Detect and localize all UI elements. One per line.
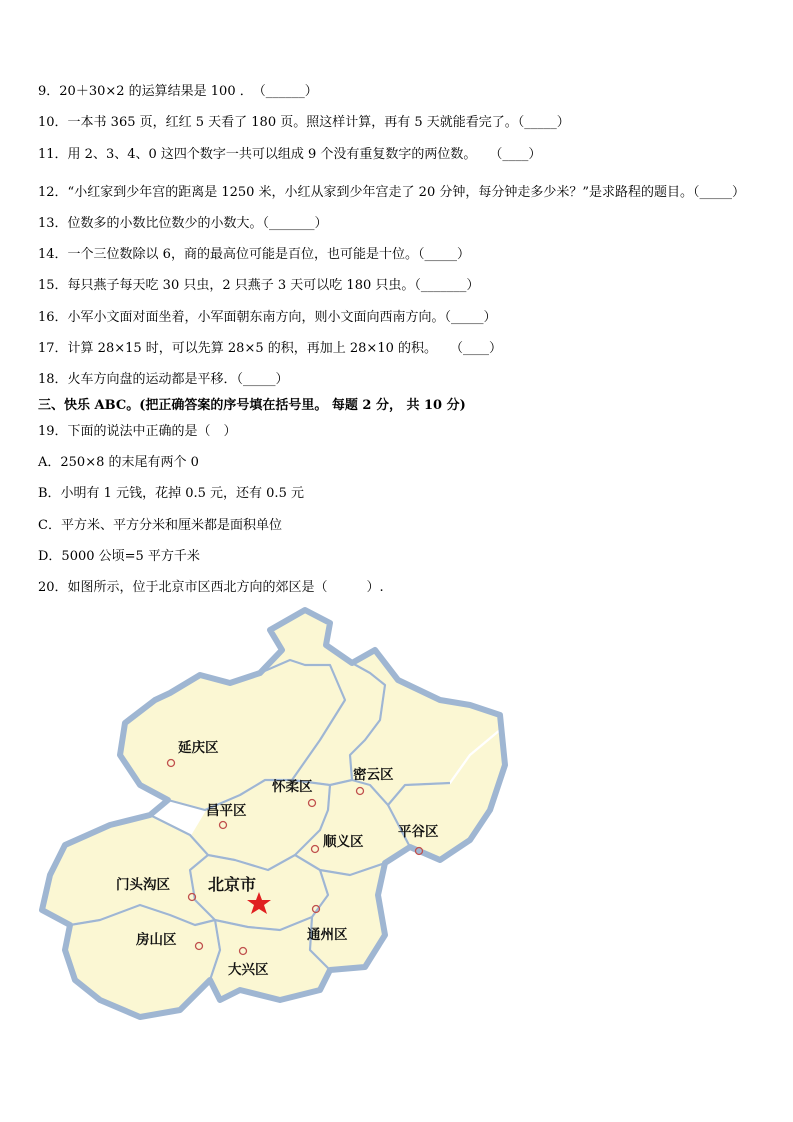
question-11: 11．用 2、3、4、0 这四个数字一共可以组成 9 个没有重复数字的两位数。 （____） [38, 147, 542, 162]
option-c: C．平方米、平方分米和厘米都是面积单位 [38, 518, 282, 533]
label-miyun: 密云区 [353, 767, 394, 783]
section-3-heading: 三、快乐 ABC。(把正确答案的序号填在括号里。 每题 2 分， 共 10 分) [38, 398, 466, 413]
question-17: 17．计算 28×15 时，可以先算 28×5 的积，再加上 28×10 的积。 （____） [38, 341, 502, 356]
question-16: 16．小军小文面对面坐着，小军面朝东南方向，则小文面向西南方向。（_____） [38, 310, 497, 325]
question-15: 15．每只燕子每天吃 30 只虫，2 只燕子 3 天可以吃 180 只虫。（_______） [38, 278, 480, 293]
label-daxing: 大兴区 [228, 962, 269, 978]
question-9: 9．20＋30×2 的运算结果是 100 ． （______） [38, 84, 318, 99]
option-a: A．250×8 的末尾有两个 0 [38, 455, 199, 470]
label-beijing: 北京市 [208, 875, 257, 894]
label-pinggu: 平谷区 [398, 824, 439, 840]
label-huairou: 怀柔区 [272, 779, 313, 795]
question-20-stem: 20．如图所示，位于北京市区西北方向的郊区是（ ）. [38, 580, 384, 595]
label-changping: 昌平区 [206, 803, 247, 819]
label-tongzhou: 通州区 [307, 927, 348, 943]
label-yanqing: 延庆区 [178, 740, 219, 756]
question-19-stem: 19．下面的说法中正确的是（ ） [38, 424, 237, 439]
label-fangshan: 房山区 [136, 932, 177, 948]
label-mentougou: 门头沟区 [116, 877, 170, 893]
question-13: 13．位数多的小数比位数少的小数大。（_______） [38, 216, 328, 231]
option-d: D．5000 公顷=5 平方千米 [38, 549, 200, 564]
question-14: 14．一个三位数除以 6，商的最高位可能是百位，也可能是十位。（_____） [38, 247, 470, 262]
label-shunyi: 顺义区 [323, 834, 364, 850]
question-12: 12．“小红家到少年宫的距离是 1250 米，小红从家到少年宫走了 20 分钟，每分钟走多少米？”是求路程的题目。（_____） [38, 185, 745, 200]
option-b: B．小明有 1 元钱，花掉 0.5 元，还有 0.5 元 [38, 486, 304, 501]
question-10: 10．一本书 365 页，红红 5 天看了 180 页。照这样计算，再有 5 天就能看完了。（_____） [38, 115, 570, 130]
question-18: 18．火车方向盘的运动都是平移．（_____） [38, 372, 289, 387]
beijing-district-map [30, 605, 520, 1030]
